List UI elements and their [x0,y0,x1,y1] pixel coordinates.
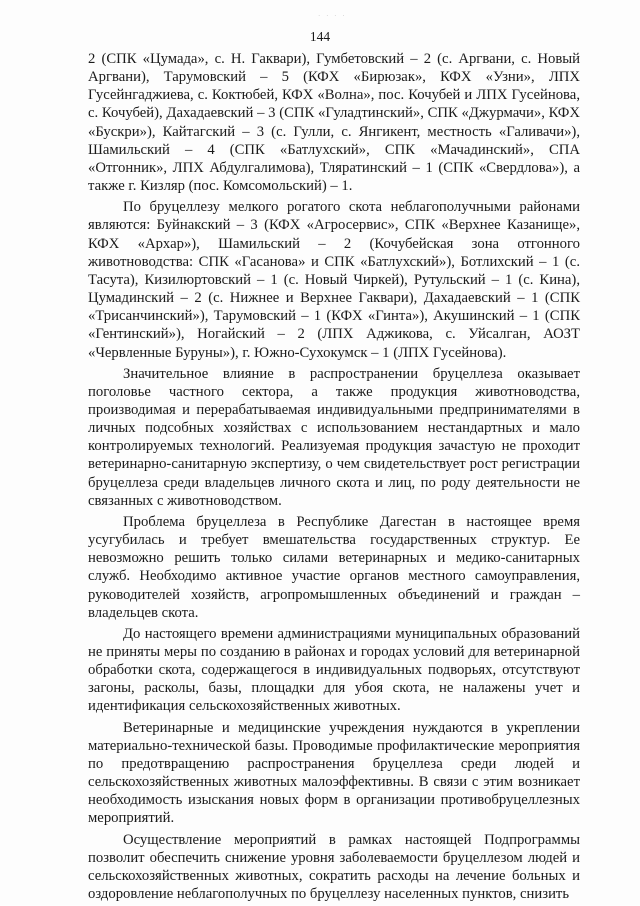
paragraph: Проблема бруцеллеза в Республике Дагестан в настоящее время усугубилась и требует вмешательства государственных структур. Ее невозможно решить только силами ветеринарных и медико-санитарных служб. Необходимо активное участие органов местного самоуправления, руководителей хозяйств, агропромышленных объединений и граждан – владельцев скота. [88,513,580,621]
paragraph: Осуществление мероприятий в рамках настоящей Подпрограммы позволит обеспечить снижение уровня заболеваемости бруцеллезом людей и сельскохозяйственных животных, сократить расходы на лечение больных и оздоровление неблагополучных по бруцеллезу населенных пунктов, снизить [88,831,580,903]
paragraph: 2 (СПК «Цумада», с. Н. Гаквари), Гумбетовский – 2 (с. Аргвани, с. Новый Аргвани), Тарумовский – 5 (КФХ «Бирюзак», КФХ «Узни», ЛПХ Гусейнгаджиева, с. Коктюбей, КФХ «Волна», пос. Кочубей и ЛПХ Гусейнова, с. Кочубей), Дахадаевский – 3 (СПК «Гуладтинский», СПК «Джурмачи», КФХ «Бускри»), Кайтагский – 3 (с. Гулли, с. Янгикент, местность «Галивачи»), Шамильский – 4 (СПК «Батлухский», СПК «Мачадинский», СПА «Отгонник», ЛПХ Абдулгалимова), Тляратинский – 1 (СПК «Свердлова»), а также г. Кизляр (пос. Комсомольский) – 1. [88,51,580,195]
paragraph: По бруцеллезу мелкого рогатого скота неблагополучными районами являются: Буйнакский – 3 (КФХ «Агросервис», СПК «Верхнее Казанище», КФХ «Архар»), Шамильский – 2 (Кочубейская зона отгонного животноводства: СПК «Гасанова» и СПК «Батлухский»), Ботлихский – 1 (с. Тасута), Кизилюртовский – 1 (с. Новый Чиркей), Рутульский – 1 (с. Кина), Цумадинский – 2 (с. Нижнее и Верхнее Гаквари), Дахадаевский – 1 (СПК «Трисанчинский»), Тарумовский – 1 (КФХ «Гинта»), Акушинский – 1 (СПК «Гентинский»), Ногайский – 2 (ЛПХ Аджикова, с. Уйсалган, АОЗТ «Червленные Буруны»), г. Южно-Сухокумск – 1 (ЛПХ Гусейнова). [88,199,580,361]
paragraph: Значительное влияние в распространении бруцеллеза оказывает поголовье частного сектора, а также продукция животноводства, производимая и перерабатываемая индивидуальными предпринимателями в личных подсобных хозяйствах с использованием нестандартных и мало контролируемых технологий. Реализуемая продукция зачастую не проходит ветеринарно-санитарную экспертизу, о чем свидетельствует рост регистрации бруцеллеза среди владельцев личного скота и лиц, по роду деятельности не связанных с животноводством. [88,365,580,509]
page-number: 144 [309,29,331,44]
paragraph: До настоящего времени администрациями муниципальных образований не приняты меры по созданию в районах и городах условий для ветеринарной обработки скота, содержащегося в индивидуальных подворьях, отсутствуют загоны, расколы, базы, площадки для убоя скота, не налажены учет и идентификация сельскохозяйственных животных. [88,625,580,715]
paragraph: Ветеринарные и медицинские учреждения нуждаются в укреплении материально-технической базы. Проводимые профилактические мероприятия по предотвращению распространения бруцеллеза среди людей и сельскохозяйственных животных малоэффективны. В связи с этим возникает необходимость изыскания новых форм в организации противобруцеллезных мероприятий. [88,719,580,827]
body-text [88,50,580,906]
scan-mark: · · · · [318,12,347,20]
